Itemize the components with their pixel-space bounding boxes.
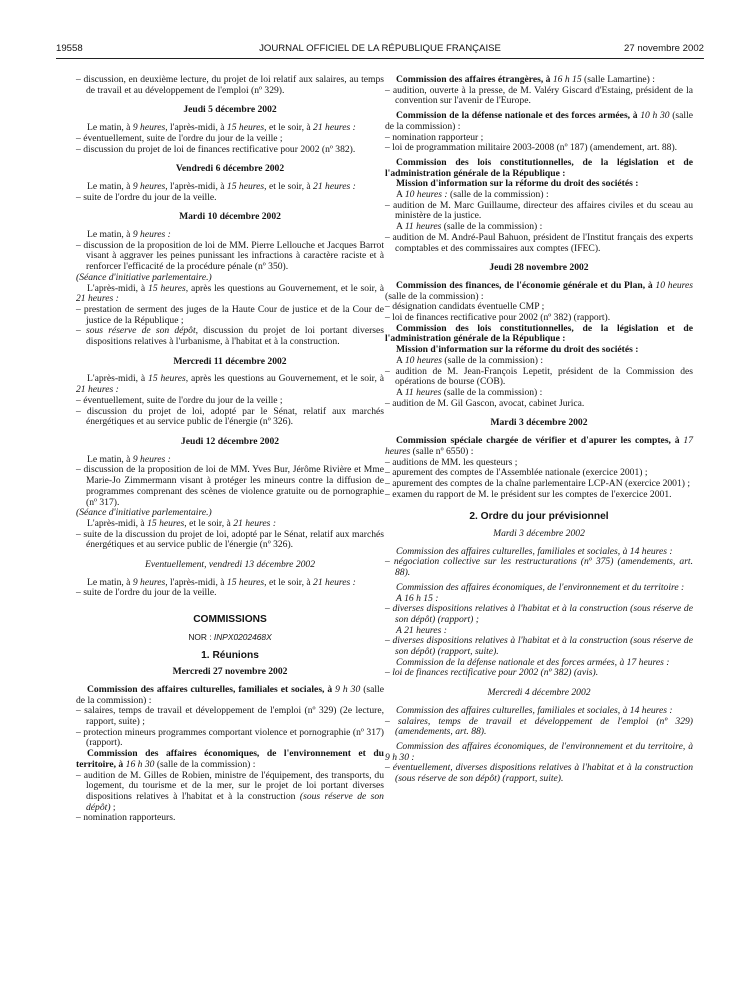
- right-column: [385, 75, 693, 785]
- session-note: (Séance d'initiative parlementaire.): [76, 507, 212, 519]
- agenda-item: – suite de l'ordre du jour de la veille.: [76, 587, 217, 599]
- agenda-item: – loi de programmation militaire 2003-2008 (nº 187) (amendement, art. 88).: [385, 142, 678, 154]
- header-rule: [56, 58, 704, 59]
- commission-entry: Commission des affaires culturelles, familiales et sociales, à 14 heures :: [396, 704, 673, 716]
- session-times: A 16 h 15 :: [396, 592, 439, 604]
- session-times: L'après-midi, à 15 heures, et le soir, à 21 heures :: [87, 517, 277, 529]
- agenda-item: – audition de M. Gil Gascon, avocat, cabinet Jurica.: [385, 397, 585, 409]
- day-heading: Mardi 3 décembre 2002: [493, 528, 585, 540]
- commission-entry: Commission des affaires culturelles, familiales et sociales, à 9 h 30 (salle de la commission) :: [76, 683, 384, 706]
- agenda-item: – salaires, temps de travail et développement de l'emploi (nº 329) (2e lecture, rapport, suite) ;: [76, 705, 384, 728]
- page-header: [56, 41, 704, 57]
- session-times: L'après-midi, à 15 heures, après les questions au Gouvernement, et le soir, à 21 heures :: [76, 373, 384, 396]
- agenda-item: – audition de M. Jean-François Lepetit, président de la Commission des opérations de bourse (COB).: [385, 365, 693, 388]
- commission-entry: Commission des affaires économiques, de l'environnement et du territoire, à 9 h 30 :: [385, 740, 693, 763]
- day-heading: Vendredi 6 décembre 2002: [175, 163, 285, 175]
- session-times: A 10 heures (salle de la commission) :: [396, 354, 544, 366]
- left-column: [76, 75, 384, 824]
- day-heading: Mercredi 27 novembre 2002: [172, 666, 288, 678]
- day-heading: Jeudi 5 décembre 2002: [183, 104, 277, 116]
- agenda-item: – discussion du projet de loi, adopté par le Sénat, relatif aux marchés énergétiques et au service public de l'énergie (nº 326).: [76, 405, 384, 428]
- section-title-reunions: 1. Réunions: [201, 649, 259, 661]
- agenda-item: – éventuellement, diverses dispositions relatives à l'habitat et à la construction (sous réserve de son dépôt) (rapport, suite).: [385, 762, 693, 785]
- agenda-item: – auditions de MM. les questeurs ;: [385, 456, 518, 468]
- issue-date: 27 novembre 2002: [623, 43, 704, 54]
- day-heading: Mardi 3 décembre 2002: [490, 417, 588, 429]
- nor-reference: NOR : INPX0202468X: [188, 631, 272, 642]
- agenda-item: – apurement des comptes de la chaîne parlementaire LCP-AN (exercice 2001) ;: [385, 477, 691, 489]
- day-heading: Jeudi 12 décembre 2002: [180, 435, 280, 447]
- session-times: A 11 heures (salle de la commission) :: [396, 386, 543, 398]
- commission-entry: Commission des affaires culturelles, familiales et sociales, à 14 heures :: [396, 545, 673, 557]
- day-heading: Mercredi 4 décembre 2002: [487, 687, 591, 699]
- session-times: Le matin, à 9 heures, l'après-midi, à 15 heures, et le soir, à 21 heures :: [87, 122, 356, 134]
- agenda-item: – sous réserve de son dépôt, discussion du projet de loi portant diverses dispositions relatives à l'urbanisme, à l'habitat et à la construction.: [76, 325, 384, 348]
- agenda-item: – audition, ouverte à la presse, de M. Valéry Giscard d'Estaing, président de la convention sur l'avenir de l'Europe.: [385, 84, 693, 107]
- mission-title: Mission d'information sur la réforme du droit des sociétés :: [396, 178, 639, 190]
- agenda-item: – loi de finances rectificative pour 2002 (nº 382) (avis).: [385, 667, 599, 679]
- commission-entry: Commission des affaires économiques, de l'environnement et du territoire :: [396, 581, 685, 593]
- commission-entry: Commission spéciale chargée de vérifier et d'apurer les comptes, à 17 heures (salle nº 6550) :: [385, 435, 693, 457]
- day-heading: Mercredi 11 décembre 2002: [173, 355, 287, 367]
- agenda-item: – audition de M. Gilles de Robien, ministre de l'équipement, des transports, du logement, du tourisme et de la mer, sur le projet de loi portant diverses dispositions relatives à l'habitat et à la construction (sous réserve de son dépôt) ;: [76, 769, 384, 813]
- commission-entry: Commission des finances, de l'économie générale et du Plan, à 10 heures (salle de la commission) :: [385, 279, 693, 302]
- agenda-item: – nomination rapporteur ;: [385, 131, 484, 143]
- agenda-item: – protection mineurs programmes comportant violence et pornographie (nº 317) (rapport).: [76, 726, 384, 749]
- day-heading: Mardi 10 décembre 2002: [179, 211, 281, 223]
- agenda-item: – éventuellement, suite de l'ordre du jour de la veille ;: [76, 394, 283, 406]
- journal-title: JOURNAL OFFICIEL DE LA RÉPUBLIQUE FRANÇAISE: [259, 43, 501, 54]
- session-times: L'après-midi, à 15 heures, après les questions au Gouvernement, et le soir, à 21 heures :: [76, 282, 384, 305]
- commission-entry: Commission des lois constitutionnelles, de la législation et de l'administration générale de la République :: [385, 322, 693, 345]
- page-number: 19558: [56, 43, 83, 54]
- commission-entry: Commission de la défense nationale et des forces armées, à 10 h 30 (salle de la commission) :: [385, 110, 693, 132]
- session-times: Le matin, à 9 heures :: [87, 453, 171, 465]
- section-title-commissions: COMMISSIONS: [193, 614, 267, 626]
- agenda-item: – examen du rapport de M. le président sur les comptes de l'exercice 2001.: [385, 488, 672, 500]
- agenda-item: – négociation collective sur les restructurations (nº 375) (amendements, art. 88).: [385, 556, 693, 579]
- agenda-item: – apurement des comptes de l'Assemblée nationale (exercice 2001) ;: [385, 467, 648, 479]
- commission-entry: Commission des affaires économiques, de l'environnement et du territoire, à 16 h 30 (salle de la commission) :: [76, 748, 384, 770]
- agenda-item: – discussion, en deuxième lecture, du projet de loi relatif aux salaires, au temps de travail et au développement de l'emploi (nº 329).: [76, 74, 384, 96]
- commission-entry: Commission des affaires étrangères, à 16 h 15 (salle Lamartine) :: [396, 74, 655, 85]
- session-times: A 11 heures (salle de la commission) :: [396, 221, 543, 233]
- session-times: A 10 heures : (salle de la commission) :: [396, 189, 549, 201]
- session-note: (Séance d'initiative parlementaire.): [76, 271, 212, 283]
- session-times: Le matin, à 9 heures :: [87, 229, 171, 241]
- agenda-item: – discussion de la proposition de loi de MM. Pierre Lellouche et Jacques Barrot visant à aggraver les peines punissant les infractions à caractère raciste et à renforcer l'efficacité de la procédure pénale (nº 350).: [76, 239, 384, 273]
- day-heading: Jeudi 28 novembre 2002: [489, 262, 589, 274]
- session-times: Le matin, à 9 heures, l'après-midi, à 15 heures, et le soir, à 21 heures :: [87, 180, 356, 192]
- agenda-item: – diverses dispositions relatives à l'habitat et à la construction (sous réserve de son dépôt) (rapport, suite).: [385, 635, 693, 658]
- agenda-item: – nomination rapporteurs.: [76, 812, 176, 824]
- agenda-item: – discussion du projet de loi de finances rectificative pour 2002 (nº 382).: [76, 143, 356, 155]
- agenda-item: – audition de M. André-Paul Bahuon, président de l'Institut français des experts comptables et des commissaires aux comptes (IFEC).: [385, 231, 693, 254]
- agenda-item: – audition de M. Marc Guillaume, directeur des affaires civiles et du sceau au ministère de la justice.: [385, 199, 693, 222]
- agenda-item: – discussion de la proposition de loi de MM. Yves Bur, Jérôme Rivière et Mme Marie-Jo Zimmermann visant à protéger les mineurs contre la diffusion de programmes comprenant des scènes de violence gratuite ou de pornographie (nº 317).: [76, 464, 384, 508]
- commission-entry: Commission de la défense nationale et des forces armées, à 17 heures :: [396, 656, 670, 668]
- commission-entry: Commission des lois constitutionnelles, de la législation et de l'administration générale de la République :: [385, 156, 693, 179]
- day-heading: Eventuellement, vendredi 13 décembre 2002: [144, 559, 316, 571]
- mission-title: Mission d'information sur la réforme du droit des sociétés :: [396, 344, 639, 356]
- session-times: A 21 heures :: [396, 624, 447, 636]
- agenda-item: – désignation candidats éventuelle CMP ;: [385, 301, 545, 313]
- agenda-item: – suite de la discussion du projet de loi, adopté par le Sénat, relatif aux marchés énergétiques et au service public de l'énergie (nº 326).: [76, 528, 384, 551]
- section-title-ordre-du-jour: 2. Ordre du jour prévisionnel: [469, 511, 609, 523]
- agenda-item: – salaires, temps de travail et développement de l'emploi (nº 329) (amendements, art. 88).: [385, 715, 693, 738]
- agenda-item: – éventuellement, suite de l'ordre du jour de la veille ;: [76, 132, 283, 144]
- agenda-item: – loi de finances rectificative pour 2002 (nº 382) (rapport).: [385, 312, 611, 324]
- agenda-item: – prestation de serment des juges de la Haute Cour de justice et de la Cour de justice de la République ;: [76, 303, 384, 326]
- agenda-item: – suite de l'ordre du jour de la veille.: [76, 191, 217, 203]
- agenda-item: – diverses dispositions relatives à l'habitat et à la construction (sous réserve de son dépôt) (rapport) ;: [385, 603, 693, 625]
- session-times: Le matin, à 9 heures, l'après-midi, à 15 heures, et le soir, à 21 heures :: [87, 576, 356, 588]
